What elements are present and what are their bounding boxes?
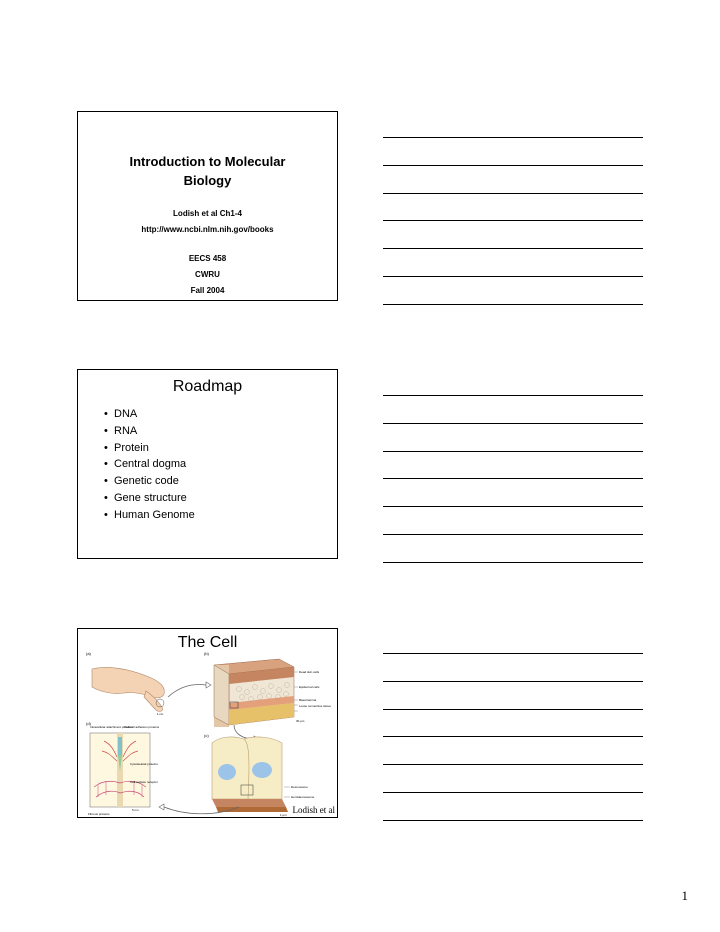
slide-1-url: http://www.ncbi.nlm.nih.gov/books xyxy=(141,225,274,234)
note-line xyxy=(383,736,643,737)
note-line xyxy=(383,423,643,424)
roadmap-list xyxy=(104,406,195,524)
roadmap-item: • DNA xyxy=(104,406,195,423)
note-line xyxy=(383,165,643,166)
slide-1-title-line-2: Biology xyxy=(183,173,232,188)
roadmap-item: • Central dogma xyxy=(104,456,195,473)
slide-3 xyxy=(77,628,338,818)
slide-2 xyxy=(77,369,338,559)
bullet-icon: • xyxy=(104,508,108,521)
note-line xyxy=(383,562,643,563)
panel-a-label: (a) xyxy=(86,651,91,656)
note-line xyxy=(383,248,643,249)
slide-1-school: CWRU xyxy=(195,270,220,279)
note-line xyxy=(383,681,643,682)
bullet-icon: • xyxy=(104,408,108,420)
label-receptor: Cell-surface receptor xyxy=(130,780,158,784)
bullet-icon: • xyxy=(104,424,108,437)
label-desmosome: Desmosome xyxy=(291,785,308,789)
slide-1-reference: Lodish et al Ch1-4 xyxy=(173,209,242,218)
slide-1-title-line-1: Introduction to Molecular xyxy=(129,154,286,169)
label-epidermal: Epidermal cells xyxy=(299,685,320,689)
label-basal: Basal lamina xyxy=(299,698,317,702)
label-fibrous: Fibrous proteins xyxy=(88,812,110,816)
note-line xyxy=(383,653,643,654)
label-cytoskeletal: Cytoskeletal proteins xyxy=(130,762,158,766)
label-adhesion: Cell-cell adhesion proteins xyxy=(124,725,160,729)
slide-1 xyxy=(77,111,338,301)
label-hemidesmosome: Hemidesmosome xyxy=(291,795,315,799)
bullet-icon: • xyxy=(104,441,108,454)
hand-illustration xyxy=(92,667,164,716)
note-line xyxy=(383,137,643,138)
note-line xyxy=(383,193,643,194)
panel-c-label: (c) xyxy=(204,733,209,738)
roadmap-item: • Protein xyxy=(104,440,195,457)
panel-d-label: (d) xyxy=(86,721,91,726)
roadmap-item: • Gene structure xyxy=(104,490,195,507)
scale-a: 1 cm xyxy=(156,712,164,716)
scale-c: 1 μm xyxy=(280,813,287,817)
note-line xyxy=(383,304,643,305)
slide-1-title xyxy=(78,152,337,190)
note-line xyxy=(383,820,643,821)
page-number: 1 xyxy=(681,888,688,903)
note-line xyxy=(383,506,643,507)
scale-d: 5 nm xyxy=(132,808,139,812)
note-line xyxy=(383,709,643,710)
note-line xyxy=(383,276,643,277)
note-line xyxy=(383,478,643,479)
slide-1-term: Fall 2004 xyxy=(190,286,225,295)
skin-block-illustration xyxy=(214,659,331,727)
scale-b: 30 μm xyxy=(296,719,305,723)
note-line xyxy=(383,220,643,221)
note-line xyxy=(383,792,643,793)
label-connective: Loose connective tissue xyxy=(299,704,332,708)
slide-3-citation: Lodish et al xyxy=(292,805,335,815)
label-dead-cells: Dead skin cells xyxy=(299,670,320,674)
panel-b-label: (b) xyxy=(204,651,209,656)
slide-3-title: The Cell xyxy=(177,634,238,651)
note-line xyxy=(383,764,643,765)
label-intracellular: Intracellular attachment proteins xyxy=(90,725,133,729)
bullet-icon: • xyxy=(104,491,108,504)
bullet-icon: • xyxy=(104,475,108,488)
slide-1-course: EECS 458 xyxy=(188,254,227,263)
bullet-icon: • xyxy=(104,458,108,471)
roadmap-item: • Human Genome xyxy=(104,507,195,524)
slide-2-title: Roadmap xyxy=(172,378,243,395)
note-line xyxy=(383,534,643,535)
roadmap-item: • RNA xyxy=(104,423,195,440)
cell-figure xyxy=(84,647,334,817)
roadmap-item: • Genetic code xyxy=(104,473,195,490)
note-line xyxy=(383,395,643,396)
note-line xyxy=(383,451,643,452)
junction-illustration xyxy=(88,725,160,816)
